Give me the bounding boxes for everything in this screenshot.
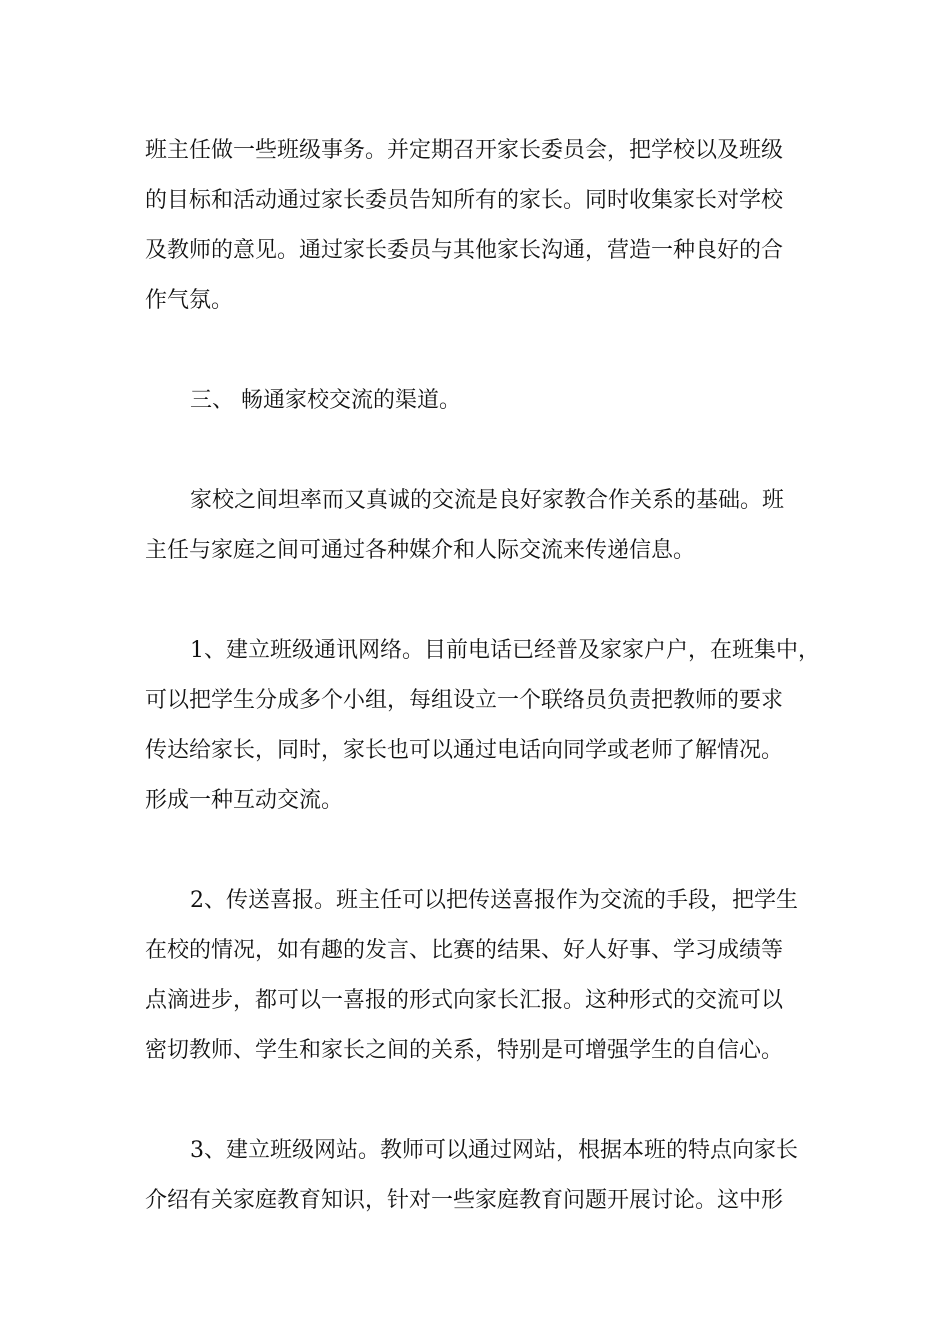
list-item-line: 1、建立班级通讯网络。目前电话已经普及家家户户，在班集中， bbox=[190, 638, 820, 663]
list-item-line: 点滴进步，都可以一喜报的形式向家长汇报。这种形式的交流可以 bbox=[145, 988, 784, 1013]
section-heading: 三、 畅通家校交流的渠道。 bbox=[190, 388, 461, 413]
paragraph-line: 主任与家庭之间可通过各种媒介和人际交流来传递信息。 bbox=[145, 538, 696, 563]
paragraph-line: 班主任做一些班级事务。并定期召开家长委员会，把学校以及班级 bbox=[145, 138, 784, 163]
list-item-line: 在校的情况，如有趣的发言、比赛的结果、好人好事、学习成绩等 bbox=[145, 938, 784, 963]
list-item-line: 密切教师、学生和家长之间的关系，特别是可增强学生的自信心。 bbox=[145, 1038, 784, 1063]
paragraph-line: 家校之间坦率而又真诚的交流是良好家教合作关系的基础。班 bbox=[190, 488, 785, 513]
list-item-line: 可以把学生分成多个小组，每组设立一个联络员负责把教师的要求 bbox=[145, 688, 784, 713]
list-item-line: 形成一种互动交流。 bbox=[145, 788, 344, 813]
paragraph-line: 的目标和活动通过家长委员告知所有的家长。同时收集家长对学校 bbox=[145, 188, 784, 213]
paragraph-line: 及教师的意见。通过家长委员与其他家长沟通，营造一种良好的合 bbox=[145, 238, 784, 263]
list-item-line: 2、传送喜报。班主任可以把传送喜报作为交流的手段，把学生 bbox=[190, 888, 798, 913]
paragraph-line: 作气氛。 bbox=[145, 288, 234, 313]
list-item-line: 传达给家长，同时，家长也可以通过电话向同学或老师了解情况。 bbox=[145, 738, 784, 763]
list-item-line: 介绍有关家庭教育知识，针对一些家庭教育问题开展讨论。这中形 bbox=[145, 1188, 784, 1213]
list-item-line: 3、建立班级网站。教师可以通过网站，根据本班的特点向家长 bbox=[190, 1138, 798, 1163]
